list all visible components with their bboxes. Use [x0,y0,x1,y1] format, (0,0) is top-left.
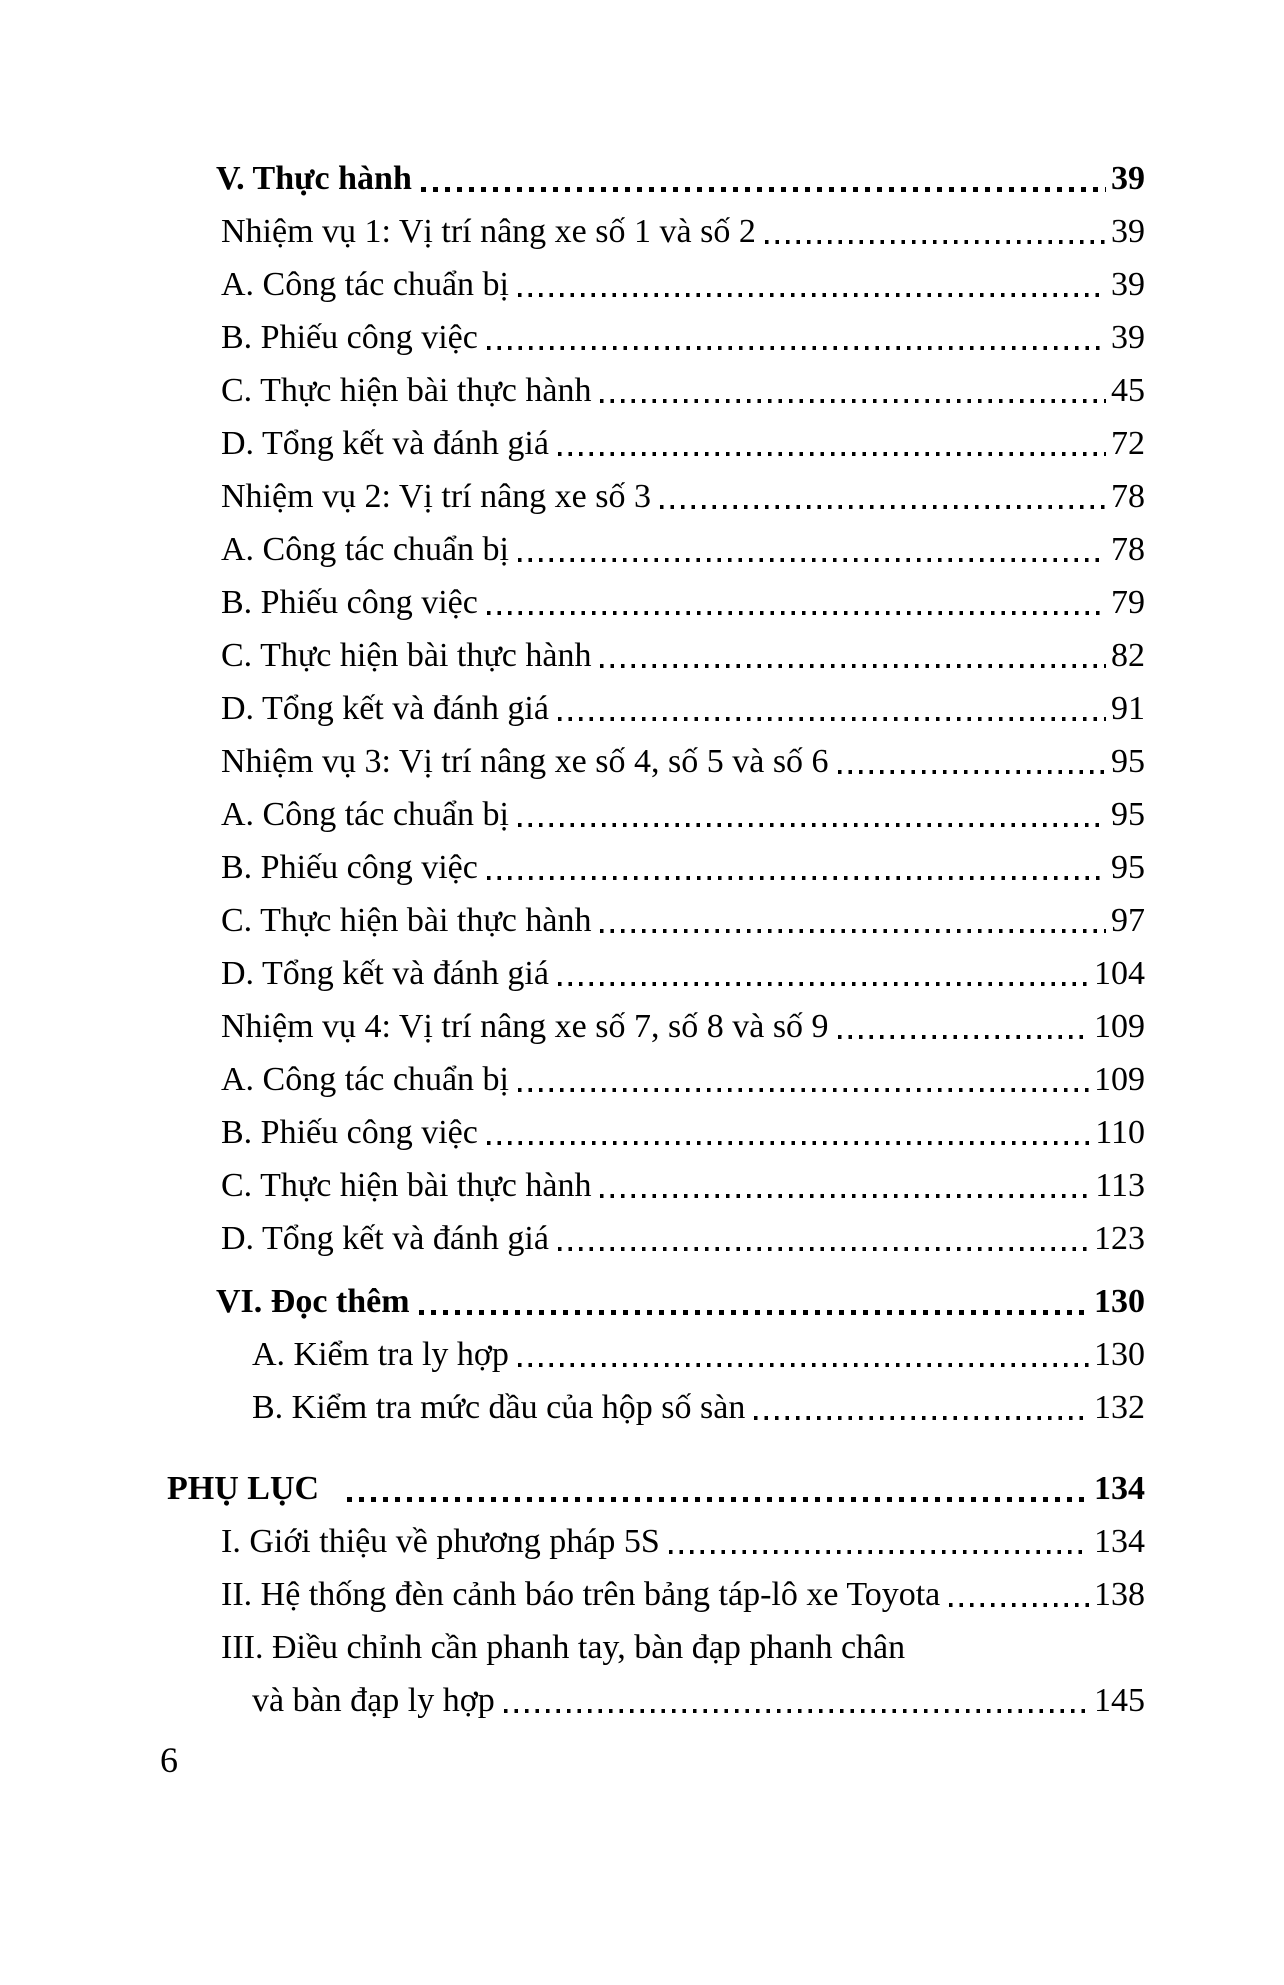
toc-entry-label: và bàn đạp ly hợp [252,1682,495,1719]
toc-entry-label: B. Phiếu công việc [221,319,478,356]
toc-row [0,1159,1284,1212]
toc-page-number: 39 [1111,319,1145,356]
toc-entry-label: A. Kiểm tra ly hợp [252,1336,509,1373]
toc-entry-label: A. Công tác chuẩn bị [221,796,509,833]
toc-entry-label: Nhiệm vụ 1: Vị trí nâng xe số 1 và số 2 [221,213,756,250]
toc-page-number: 130 [1094,1336,1145,1373]
dot-leader [518,293,1106,297]
toc-entry-label: Nhiệm vụ 4: Vị trí nâng xe số 7, số 8 và số 9 [221,1008,829,1045]
dot-leader [504,1709,1089,1713]
toc-page-number: 132 [1094,1389,1145,1426]
toc-entry-label: A. Công tác chuẩn bị [221,531,509,568]
toc-row [0,205,1284,258]
toc-row [0,1515,1284,1568]
toc-row [0,841,1284,894]
toc-row [0,1674,1284,1727]
toc-page-number: 72 [1111,425,1145,462]
toc-row [0,576,1284,629]
toc-row [0,1053,1284,1106]
dot-leader [600,664,1106,668]
toc-row [0,1381,1284,1434]
toc-entry-label: B. Kiểm tra mức dầu của hộp số sàn [252,1389,746,1426]
dot-leader [949,1603,1089,1607]
toc-page-number: 97 [1111,902,1145,939]
toc-entry-label: D. Tổng kết và đánh giá [221,425,549,462]
toc-page-number: 113 [1095,1167,1145,1204]
toc-row [0,1568,1284,1621]
toc-entry-label: B. Phiếu công việc [221,849,478,886]
toc-row [0,258,1284,311]
toc-row [0,1621,1284,1674]
toc-row [0,735,1284,788]
toc-page-number: 109 [1094,1061,1145,1098]
toc-page-number: 91 [1111,690,1145,727]
dot-leader [838,770,1106,774]
footer-page-number: 6 [160,1740,178,1780]
toc-page-number: 78 [1111,531,1145,568]
toc-row [0,417,1284,470]
dot-leader [558,717,1106,721]
dot-leader [487,611,1106,615]
dot-leader [754,1416,1089,1420]
toc-row [0,788,1284,841]
toc-entry-label: C. Thực hiện bài thực hành [221,372,592,409]
dot-leader [487,1141,1090,1145]
toc-page-number: 138 [1094,1576,1145,1613]
dot-leader [660,505,1106,509]
toc-entry-label: V. Thực hành [216,160,412,197]
toc-entry-label: C. Thực hiện bài thực hành [221,637,592,674]
dot-leader [669,1550,1089,1554]
toc-entry-label: I. Giới thiệu về phương pháp 5S [221,1523,660,1560]
toc-row [0,1212,1284,1265]
toc-entry-label: PHỤ LỤC [167,1470,320,1507]
toc-page-number: 134 [1094,1470,1145,1507]
dot-leader [487,346,1106,350]
toc-page-number: 79 [1111,584,1145,621]
dot-leader [838,1035,1089,1039]
dot-leader [518,1088,1089,1092]
toc-page-number: 130 [1094,1283,1145,1320]
dot-leader [487,876,1106,880]
dot-leader [558,1247,1089,1251]
toc-page-number: 145 [1094,1682,1145,1719]
toc-page-number: 39 [1111,160,1145,197]
toc-row [0,523,1284,576]
dot-leader [518,558,1106,562]
dot-leader [600,1194,1090,1198]
toc-entry-label: VI. Đọc thêm [216,1283,410,1320]
toc-row [0,1328,1284,1381]
toc-row [0,470,1284,523]
table-of-contents [0,152,1284,1727]
dot-leader [765,240,1106,244]
dot-leader [518,1363,1089,1367]
toc-entry-label: C. Thực hiện bài thực hành [221,902,592,939]
toc-entry-label: Nhiệm vụ 3: Vị trí nâng xe số 4, số 5 và số 6 [221,743,829,780]
toc-page-number: 95 [1111,849,1145,886]
toc-row [0,1275,1284,1328]
toc-entry-label: C. Thực hiện bài thực hành [221,1167,592,1204]
dot-leader [558,982,1089,986]
toc-page-number: 109 [1094,1008,1145,1045]
toc-row [0,947,1284,1000]
toc-entry-label: A. Công tác chuẩn bị [221,266,509,303]
toc-entry-label: III. Điều chỉnh cần phanh tay, bàn đạp phanh chân [221,1629,906,1666]
toc-row [0,1000,1284,1053]
toc-page-number: 45 [1111,372,1145,409]
toc-row [0,894,1284,947]
dot-leader [419,1310,1089,1315]
dot-leader [600,929,1106,933]
dot-leader [558,452,1106,456]
toc-entry-label: Nhiệm vụ 2: Vị trí nâng xe số 3 [221,478,651,515]
toc-row [0,1462,1284,1515]
toc-entry-label: A. Công tác chuẩn bị [221,1061,509,1098]
toc-entry-label: II. Hệ thống đèn cảnh báo trên bảng táp-lô xe Toyota [221,1576,941,1613]
toc-page-number: 39 [1111,213,1145,250]
toc-row [0,364,1284,417]
toc-row [0,311,1284,364]
toc-entry-label: B. Phiếu công việc [221,1114,478,1151]
toc-row [0,682,1284,735]
dot-leader [347,1497,1089,1502]
toc-page-number: 123 [1094,1220,1145,1257]
toc-page-number: 110 [1095,1114,1145,1151]
toc-page-number: 134 [1094,1523,1145,1560]
toc-entry-label: D. Tổng kết và đánh giá [221,1220,549,1257]
dot-leader [421,187,1106,192]
toc-row [0,1106,1284,1159]
toc-page-number: 95 [1111,796,1145,833]
toc-page-number: 104 [1094,955,1145,992]
dot-leader [600,399,1106,403]
toc-page-number: 39 [1111,266,1145,303]
toc-page-number: 95 [1111,743,1145,780]
toc-entry-label: D. Tổng kết và đánh giá [221,690,549,727]
toc-row [0,629,1284,682]
toc-page-number: 78 [1111,478,1145,515]
toc-entry-label: D. Tổng kết và đánh giá [221,955,549,992]
dot-leader [518,823,1106,827]
toc-entry-label: B. Phiếu công việc [221,584,478,621]
toc-row [0,152,1284,205]
toc-page-number: 82 [1111,637,1145,674]
